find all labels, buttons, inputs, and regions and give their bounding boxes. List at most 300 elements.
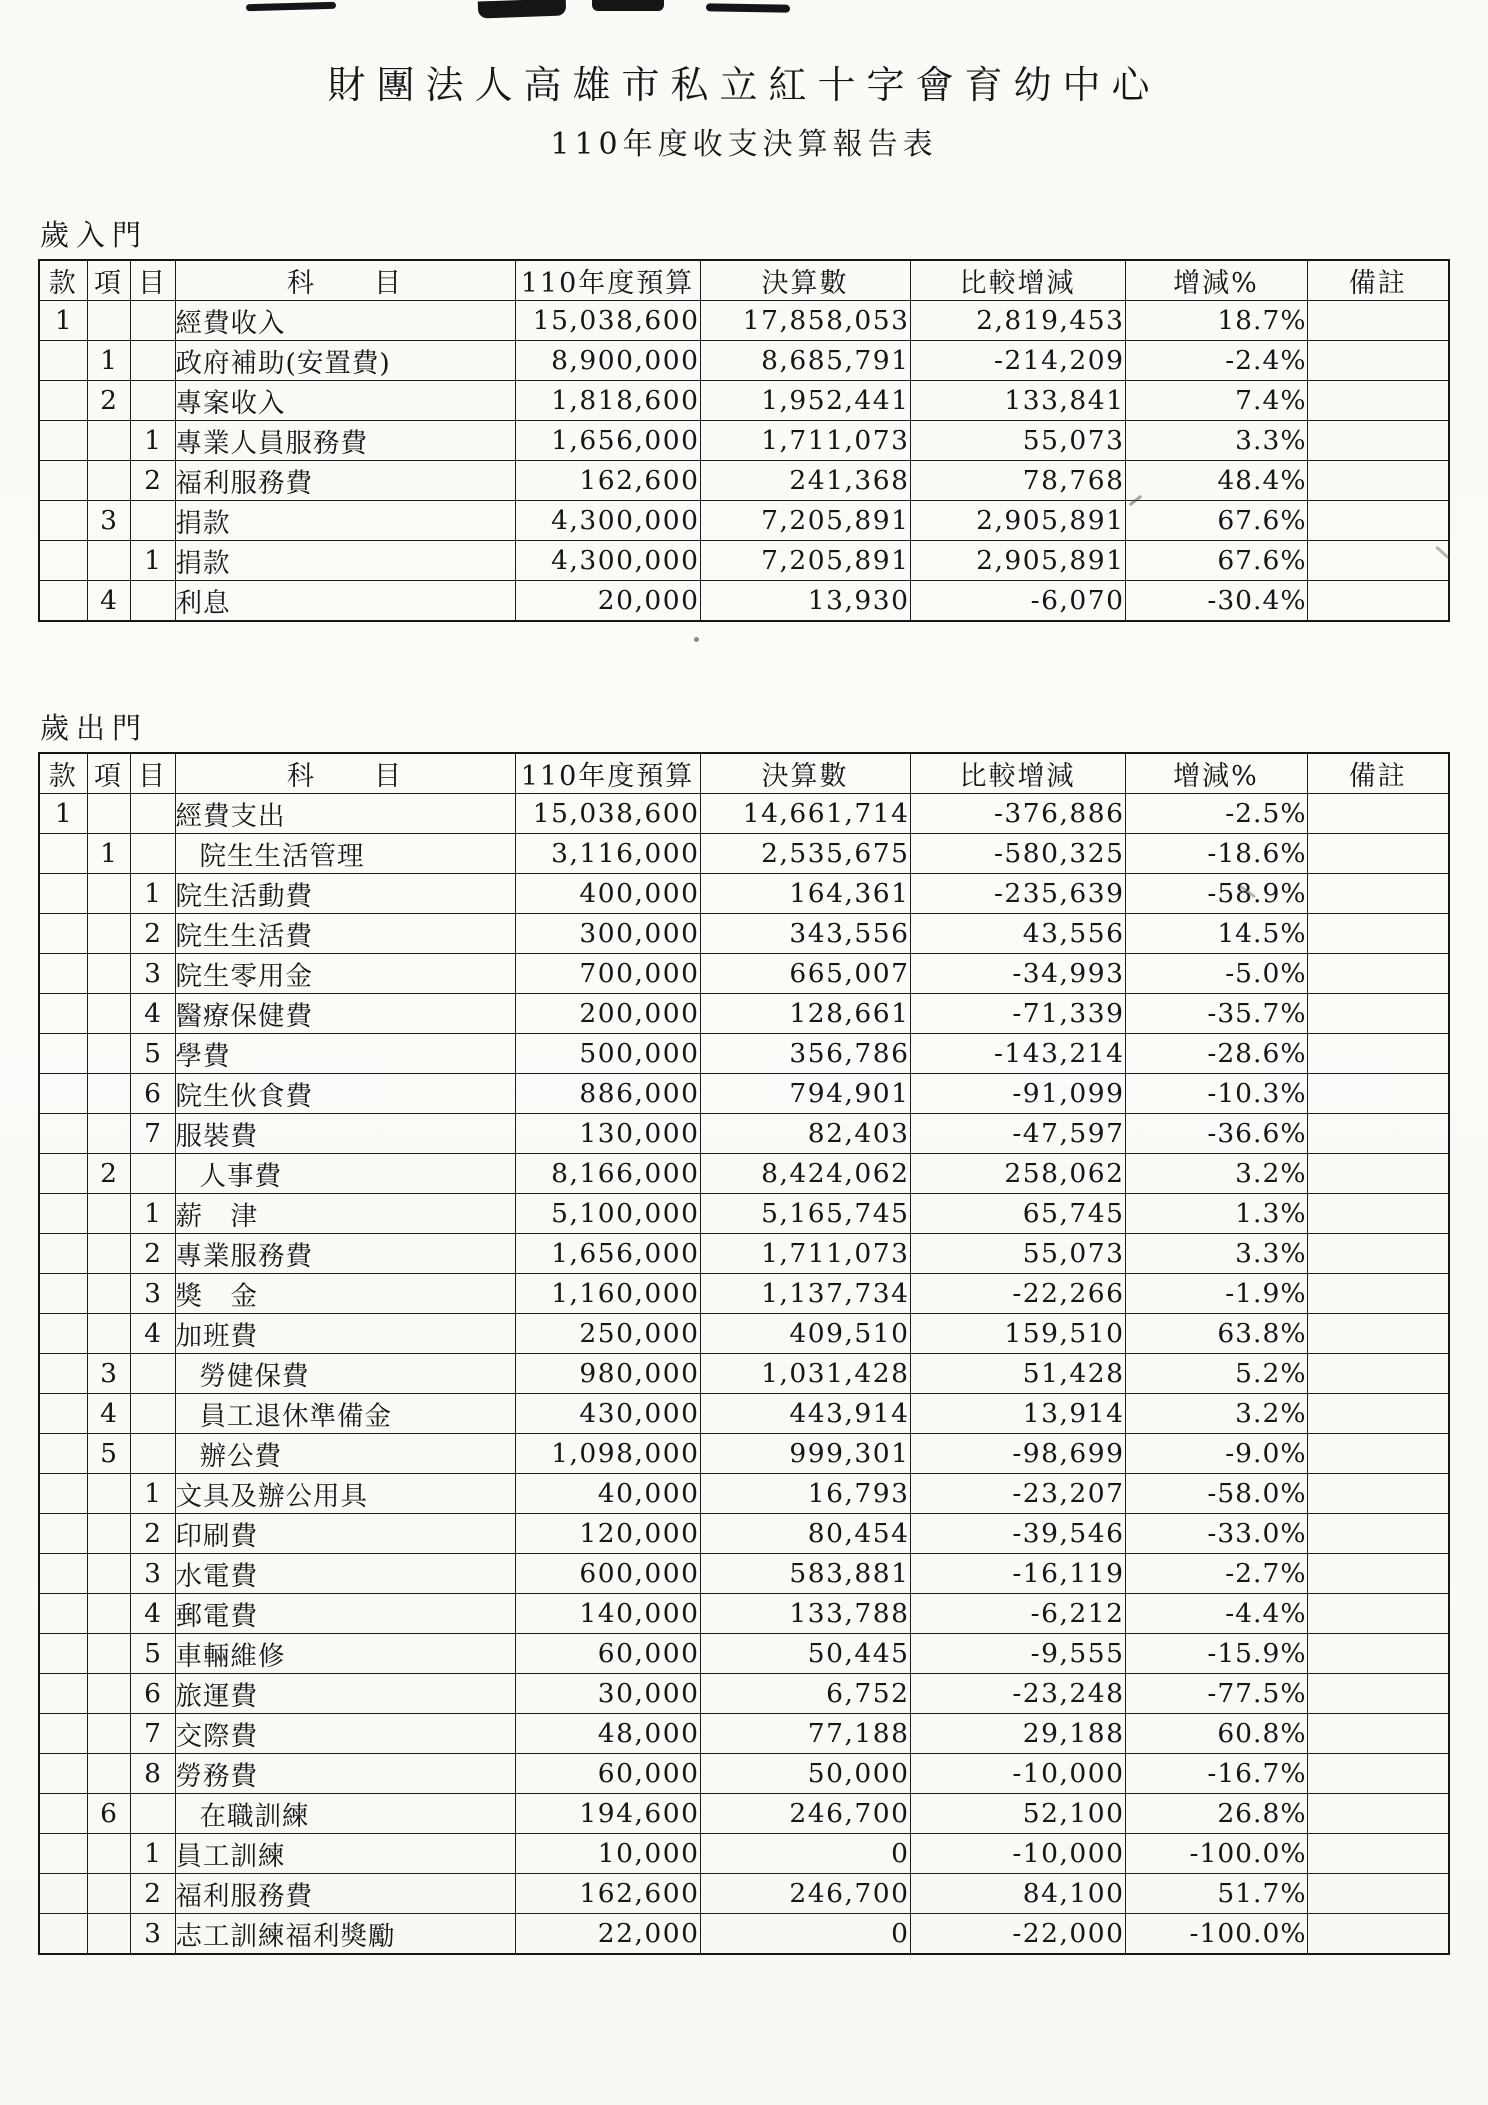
cell-budget: 15,038,600 xyxy=(515,301,700,341)
cell-m: 8 xyxy=(130,1754,175,1794)
table-row xyxy=(39,1154,1449,1194)
cell-final: 2,535,675 xyxy=(700,834,910,874)
cell-pct: -77.5% xyxy=(1125,1674,1307,1714)
cell-note xyxy=(1307,1394,1449,1434)
cell-final: 8,685,791 xyxy=(700,341,910,381)
column-header-3: 科 目 xyxy=(175,753,515,794)
cell-pct: 63.8% xyxy=(1125,1314,1307,1354)
cell-subject: 院生活動費 xyxy=(175,874,515,914)
cell-subject: 水電費 xyxy=(175,1554,515,1594)
cell-k xyxy=(39,1394,87,1434)
cell-final: 17,858,053 xyxy=(700,301,910,341)
cell-pct: -9.0% xyxy=(1125,1434,1307,1474)
cell-x: 5 xyxy=(87,1434,130,1474)
cell-note xyxy=(1307,1154,1449,1194)
cell-k xyxy=(39,834,87,874)
table-row xyxy=(39,1874,1449,1914)
cell-budget: 140,000 xyxy=(515,1594,700,1634)
table-row xyxy=(39,954,1449,994)
cell-x xyxy=(87,1114,130,1154)
cell-diff: -10,000 xyxy=(910,1834,1125,1874)
cell-budget: 10,000 xyxy=(515,1834,700,1874)
cell-subject: 人事費 xyxy=(175,1154,515,1194)
table-row xyxy=(39,301,1449,341)
cell-final: 246,700 xyxy=(700,1874,910,1914)
cell-diff: -22,266 xyxy=(910,1274,1125,1314)
cell-note xyxy=(1307,994,1449,1034)
cell-k xyxy=(39,1794,87,1834)
cell-x xyxy=(87,1234,130,1274)
cell-diff: 159,510 xyxy=(910,1314,1125,1354)
cell-diff: 84,100 xyxy=(910,1874,1125,1914)
cell-final: 82,403 xyxy=(700,1114,910,1154)
table-row xyxy=(39,1794,1449,1834)
cell-diff: -71,339 xyxy=(910,994,1125,1034)
scan-speck xyxy=(694,637,699,642)
cell-k xyxy=(39,1034,87,1074)
cell-subject: 在職訓練 xyxy=(175,1794,515,1834)
cell-x xyxy=(87,541,130,581)
document-subtitle: 110年度收支決算報告表 xyxy=(550,127,938,162)
cell-diff: 65,745 xyxy=(910,1194,1125,1234)
column-header-7: 增減% xyxy=(1125,260,1307,301)
table-row xyxy=(39,1194,1449,1234)
cell-m: 1 xyxy=(130,874,175,914)
cell-note xyxy=(1307,834,1449,874)
cell-subject: 學費 xyxy=(175,1034,515,1074)
cell-k xyxy=(39,501,87,541)
table-row xyxy=(39,1594,1449,1634)
cell-m: 1 xyxy=(130,1474,175,1514)
cell-note xyxy=(1307,1874,1449,1914)
cell-final: 7,205,891 xyxy=(700,501,910,541)
cell-note xyxy=(1307,1274,1449,1314)
revenue-section-label: 歲入門 xyxy=(40,218,149,252)
cell-x: 1 xyxy=(87,834,130,874)
cell-pct: -2.7% xyxy=(1125,1554,1307,1594)
cell-x xyxy=(87,1474,130,1514)
cell-budget: 3,116,000 xyxy=(515,834,700,874)
cell-diff: 78,768 xyxy=(910,461,1125,501)
cell-m: 3 xyxy=(130,1554,175,1594)
cell-x xyxy=(87,1634,130,1674)
cell-k xyxy=(39,1674,87,1714)
cell-m: 2 xyxy=(130,1514,175,1554)
cell-pct: 26.8% xyxy=(1125,1794,1307,1834)
cell-diff: 2,905,891 xyxy=(910,501,1125,541)
cell-m xyxy=(130,501,175,541)
cell-diff: 258,062 xyxy=(910,1154,1125,1194)
table-row xyxy=(39,1274,1449,1314)
cell-budget: 700,000 xyxy=(515,954,700,994)
cell-x xyxy=(87,794,130,834)
cell-m xyxy=(130,1394,175,1434)
cell-note xyxy=(1307,1194,1449,1234)
cell-note xyxy=(1307,1074,1449,1114)
cell-note xyxy=(1307,381,1449,421)
cell-k xyxy=(39,1274,87,1314)
cell-subject: 員工訓練 xyxy=(175,1834,515,1874)
cell-pct: 1.3% xyxy=(1125,1194,1307,1234)
cell-budget: 886,000 xyxy=(515,1074,700,1114)
column-header-6: 比較增減 xyxy=(910,753,1125,794)
table-row xyxy=(39,1434,1449,1474)
cell-pct: 14.5% xyxy=(1125,914,1307,954)
document-title: 財團法人高雄市私立紅十字會育幼中心 xyxy=(327,63,1161,107)
cell-k xyxy=(39,1354,87,1394)
cell-budget: 48,000 xyxy=(515,1714,700,1754)
cell-diff: -6,070 xyxy=(910,581,1125,622)
table-row xyxy=(39,1634,1449,1674)
cell-x xyxy=(87,874,130,914)
cell-subject: 志工訓練福利獎勵 xyxy=(175,1914,515,1955)
table-row xyxy=(39,1234,1449,1274)
expenditure-table xyxy=(38,752,1450,1955)
cell-subject: 院生伙食費 xyxy=(175,1074,515,1114)
column-header-1: 項 xyxy=(87,260,130,301)
cell-note xyxy=(1307,1314,1449,1354)
cell-k xyxy=(39,1914,87,1955)
cell-final: 77,188 xyxy=(700,1714,910,1754)
cell-x xyxy=(87,1514,130,1554)
cell-k xyxy=(39,381,87,421)
cell-note xyxy=(1307,1354,1449,1394)
table-row xyxy=(39,341,1449,381)
cell-budget: 8,166,000 xyxy=(515,1154,700,1194)
cell-subject: 專業人員服務費 xyxy=(175,421,515,461)
cell-diff: -22,000 xyxy=(910,1914,1125,1955)
cell-x xyxy=(87,461,130,501)
cell-final: 13,930 xyxy=(700,581,910,622)
cell-k xyxy=(39,1834,87,1874)
cell-x xyxy=(87,1714,130,1754)
cell-pct: -5.0% xyxy=(1125,954,1307,994)
cell-diff: 13,914 xyxy=(910,1394,1125,1434)
cell-m: 2 xyxy=(130,461,175,501)
cell-x xyxy=(87,994,130,1034)
cell-note xyxy=(1307,1834,1449,1874)
cell-note xyxy=(1307,341,1449,381)
expenditure-section xyxy=(38,706,1450,1955)
cell-final: 8,424,062 xyxy=(700,1154,910,1194)
cell-final: 16,793 xyxy=(700,1474,910,1514)
cell-budget: 1,656,000 xyxy=(515,421,700,461)
cell-subject: 勞務費 xyxy=(175,1754,515,1794)
cell-x xyxy=(87,1554,130,1594)
cell-k xyxy=(39,1114,87,1154)
cell-pct: 3.2% xyxy=(1125,1154,1307,1194)
cell-pct: -1.9% xyxy=(1125,1274,1307,1314)
cell-budget: 162,600 xyxy=(515,461,700,501)
cell-note xyxy=(1307,421,1449,461)
cell-final: 356,786 xyxy=(700,1034,910,1074)
cell-subject: 捐款 xyxy=(175,501,515,541)
table-row xyxy=(39,1514,1449,1554)
cell-subject: 捐款 xyxy=(175,541,515,581)
table-row xyxy=(39,501,1449,541)
cell-diff: -9,555 xyxy=(910,1634,1125,1674)
cell-subject: 院生生活管理 xyxy=(175,834,515,874)
cell-x xyxy=(87,1874,130,1914)
cell-final: 343,556 xyxy=(700,914,910,954)
cell-pct: -58.0% xyxy=(1125,1474,1307,1514)
cell-m xyxy=(130,1794,175,1834)
cell-note xyxy=(1307,461,1449,501)
cell-note xyxy=(1307,1594,1449,1634)
cell-k xyxy=(39,954,87,994)
header-row xyxy=(39,753,1449,794)
cell-m: 2 xyxy=(130,1234,175,1274)
cell-final: 794,901 xyxy=(700,1074,910,1114)
cell-k xyxy=(39,1634,87,1674)
cell-x: 4 xyxy=(87,581,130,622)
cell-pct: 3.2% xyxy=(1125,1394,1307,1434)
cell-m xyxy=(130,581,175,622)
cell-note xyxy=(1307,1514,1449,1554)
cell-x: 3 xyxy=(87,501,130,541)
column-header-4: 110年度預算 xyxy=(515,260,700,301)
cell-pct: 51.7% xyxy=(1125,1874,1307,1914)
cell-note xyxy=(1307,1794,1449,1834)
cell-m xyxy=(130,1354,175,1394)
cell-note xyxy=(1307,794,1449,834)
cell-x: 2 xyxy=(87,1154,130,1194)
cell-subject: 文具及辦公用具 xyxy=(175,1474,515,1514)
cell-final: 50,000 xyxy=(700,1754,910,1794)
cell-pct: 67.6% xyxy=(1125,501,1307,541)
cell-note xyxy=(1307,1634,1449,1674)
cell-note xyxy=(1307,581,1449,622)
cell-m: 1 xyxy=(130,541,175,581)
cell-budget: 4,300,000 xyxy=(515,541,700,581)
column-header-5: 決算數 xyxy=(700,753,910,794)
cell-note xyxy=(1307,1474,1449,1514)
column-header-0: 款 xyxy=(39,260,87,301)
table-row xyxy=(39,381,1449,421)
cell-subject: 院生零用金 xyxy=(175,954,515,994)
expenditure-section-label: 歲出門 xyxy=(40,711,149,745)
cell-subject: 院生生活費 xyxy=(175,914,515,954)
cell-note xyxy=(1307,501,1449,541)
cell-diff: 133,841 xyxy=(910,381,1125,421)
cell-x: 4 xyxy=(87,1394,130,1434)
cell-budget: 194,600 xyxy=(515,1794,700,1834)
table-row xyxy=(39,1914,1449,1955)
scan-artifact xyxy=(246,2,336,11)
cell-subject: 印刷費 xyxy=(175,1514,515,1554)
cell-budget: 1,098,000 xyxy=(515,1434,700,1474)
cell-x xyxy=(87,421,130,461)
table-row xyxy=(39,794,1449,834)
cell-subject: 勞健保費 xyxy=(175,1354,515,1394)
cell-k xyxy=(39,1234,87,1274)
cell-k xyxy=(39,581,87,622)
cell-budget: 120,000 xyxy=(515,1514,700,1554)
cell-final: 1,711,073 xyxy=(700,1234,910,1274)
revenue-section xyxy=(38,213,1450,622)
cell-pct: 67.6% xyxy=(1125,541,1307,581)
cell-x xyxy=(87,1034,130,1074)
cell-x xyxy=(87,914,130,954)
cell-x xyxy=(87,1674,130,1714)
cell-final: 241,368 xyxy=(700,461,910,501)
cell-budget: 1,656,000 xyxy=(515,1234,700,1274)
cell-m: 3 xyxy=(130,1274,175,1314)
cell-diff: -235,639 xyxy=(910,874,1125,914)
cell-note xyxy=(1307,1554,1449,1594)
cell-m: 4 xyxy=(130,994,175,1034)
cell-m: 4 xyxy=(130,1314,175,1354)
table-row xyxy=(39,461,1449,501)
revenue-table xyxy=(38,259,1450,622)
cell-note xyxy=(1307,541,1449,581)
scan-artifact xyxy=(478,0,567,19)
table-row xyxy=(39,834,1449,874)
cell-k: 1 xyxy=(39,794,87,834)
cell-k xyxy=(39,914,87,954)
cell-budget: 1,818,600 xyxy=(515,381,700,421)
cell-m: 1 xyxy=(130,1834,175,1874)
table-row xyxy=(39,874,1449,914)
cell-note xyxy=(1307,1114,1449,1154)
cell-m: 7 xyxy=(130,1114,175,1154)
cell-pct: -58.9% xyxy=(1125,874,1307,914)
cell-subject: 交際費 xyxy=(175,1714,515,1754)
cell-subject: 服裝費 xyxy=(175,1114,515,1154)
cell-pct: 3.3% xyxy=(1125,421,1307,461)
table-row xyxy=(39,1754,1449,1794)
cell-diff: -34,993 xyxy=(910,954,1125,994)
cell-budget: 4,300,000 xyxy=(515,501,700,541)
cell-m xyxy=(130,1154,175,1194)
cell-diff: -376,886 xyxy=(910,794,1125,834)
cell-diff: -47,597 xyxy=(910,1114,1125,1154)
cell-note xyxy=(1307,914,1449,954)
cell-diff: -10,000 xyxy=(910,1754,1125,1794)
cell-subject: 利息 xyxy=(175,581,515,622)
cell-diff: 51,428 xyxy=(910,1354,1125,1394)
cell-diff: -6,212 xyxy=(910,1594,1125,1634)
cell-m: 3 xyxy=(130,954,175,994)
cell-pct: -15.9% xyxy=(1125,1634,1307,1674)
cell-k xyxy=(39,341,87,381)
scan-artifact xyxy=(592,0,664,11)
cell-x xyxy=(87,1754,130,1794)
cell-x: 3 xyxy=(87,1354,130,1394)
cell-budget: 15,038,600 xyxy=(515,794,700,834)
cell-pct: -36.6% xyxy=(1125,1114,1307,1154)
cell-k xyxy=(39,541,87,581)
cell-diff: 2,819,453 xyxy=(910,301,1125,341)
cell-k xyxy=(39,1554,87,1594)
header-row xyxy=(39,260,1449,301)
cell-x xyxy=(87,1594,130,1634)
table-row xyxy=(39,914,1449,954)
cell-m: 2 xyxy=(130,914,175,954)
cell-final: 246,700 xyxy=(700,1794,910,1834)
cell-subject: 加班費 xyxy=(175,1314,515,1354)
cell-x xyxy=(87,301,130,341)
cell-final: 409,510 xyxy=(700,1314,910,1354)
cell-budget: 20,000 xyxy=(515,581,700,622)
cell-x xyxy=(87,1194,130,1234)
cell-budget: 5,100,000 xyxy=(515,1194,700,1234)
cell-pct: -2.5% xyxy=(1125,794,1307,834)
cell-diff: -91,099 xyxy=(910,1074,1125,1114)
cell-budget: 40,000 xyxy=(515,1474,700,1514)
cell-m: 3 xyxy=(130,1914,175,1955)
cell-note xyxy=(1307,1754,1449,1794)
cell-pct: -33.0% xyxy=(1125,1514,1307,1554)
table-row xyxy=(39,421,1449,461)
cell-k xyxy=(39,874,87,914)
cell-pct: 3.3% xyxy=(1125,1234,1307,1274)
cell-subject: 專案收入 xyxy=(175,381,515,421)
cell-pct: 48.4% xyxy=(1125,461,1307,501)
cell-note xyxy=(1307,1434,1449,1474)
cell-subject: 專業服務費 xyxy=(175,1234,515,1274)
cell-final: 1,711,073 xyxy=(700,421,910,461)
cell-note xyxy=(1307,1914,1449,1955)
table-row xyxy=(39,1554,1449,1594)
cell-x xyxy=(87,1074,130,1114)
table-row xyxy=(39,1074,1449,1114)
cell-m xyxy=(130,301,175,341)
table-row xyxy=(39,1394,1449,1434)
cell-subject: 福利服務費 xyxy=(175,1874,515,1914)
cell-budget: 980,000 xyxy=(515,1354,700,1394)
cell-pct: -18.6% xyxy=(1125,834,1307,874)
cell-note xyxy=(1307,1034,1449,1074)
cell-subject: 經費支出 xyxy=(175,794,515,834)
table-row xyxy=(39,1474,1449,1514)
cell-k xyxy=(39,994,87,1034)
table-row xyxy=(39,581,1449,622)
cell-budget: 8,900,000 xyxy=(515,341,700,381)
cell-k xyxy=(39,1514,87,1554)
cell-pct: 60.8% xyxy=(1125,1714,1307,1754)
cell-final: 0 xyxy=(700,1914,910,1955)
table-row xyxy=(39,1114,1449,1154)
cell-x: 6 xyxy=(87,1794,130,1834)
cell-subject: 福利服務費 xyxy=(175,461,515,501)
cell-k: 1 xyxy=(39,301,87,341)
cell-x xyxy=(87,954,130,994)
cell-diff: 43,556 xyxy=(910,914,1125,954)
cell-m xyxy=(130,1434,175,1474)
column-header-6: 比較增減 xyxy=(910,260,1125,301)
cell-m: 5 xyxy=(130,1634,175,1674)
cell-subject: 政府補助(安置費) xyxy=(175,341,515,381)
cell-final: 999,301 xyxy=(700,1434,910,1474)
cell-diff: -39,546 xyxy=(910,1514,1125,1554)
table-row xyxy=(39,1834,1449,1874)
column-header-0: 款 xyxy=(39,753,87,794)
table-row xyxy=(39,541,1449,581)
cell-diff: 55,073 xyxy=(910,421,1125,461)
cell-note xyxy=(1307,1674,1449,1714)
cell-budget: 600,000 xyxy=(515,1554,700,1594)
cell-pct: -4.4% xyxy=(1125,1594,1307,1634)
table-row xyxy=(39,1354,1449,1394)
cell-note xyxy=(1307,954,1449,994)
cell-m: 5 xyxy=(130,1034,175,1074)
cell-final: 665,007 xyxy=(700,954,910,994)
cell-k xyxy=(39,1314,87,1354)
cell-subject: 醫療保健費 xyxy=(175,994,515,1034)
cell-final: 0 xyxy=(700,1834,910,1874)
cell-x xyxy=(87,1914,130,1955)
